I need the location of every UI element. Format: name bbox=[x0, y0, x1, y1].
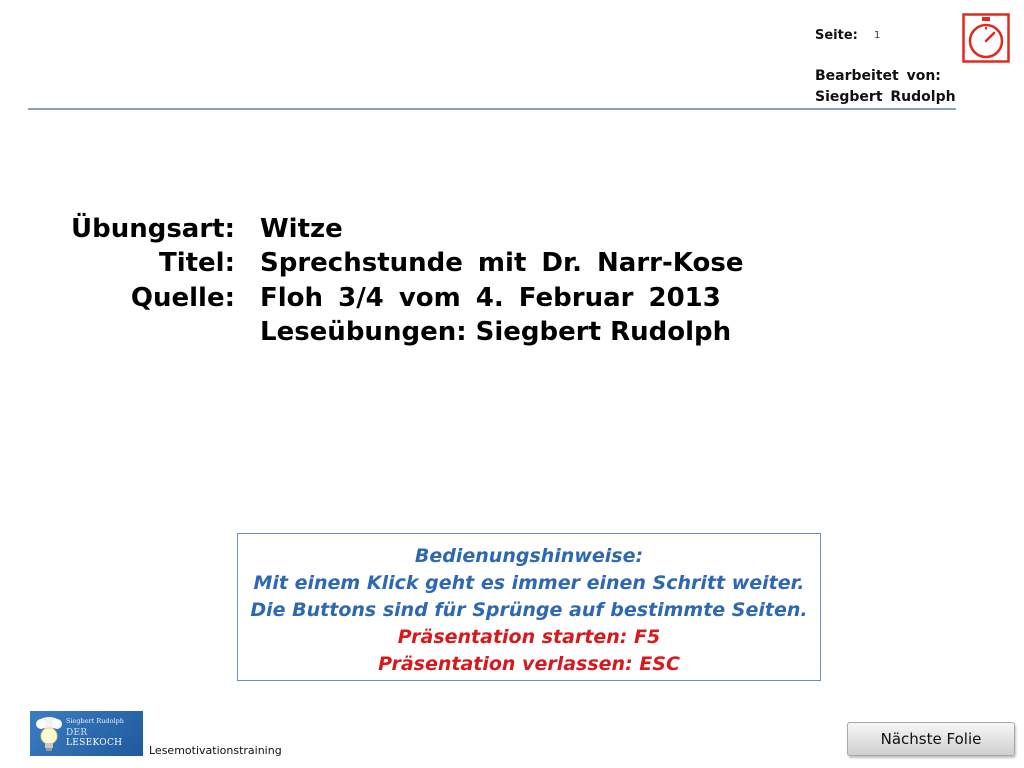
instructions-line-exit: Präsentation verlassen: ESC bbox=[378, 653, 680, 675]
stopwatch-icon[interactable] bbox=[962, 13, 1010, 63]
source-label: Quelle: bbox=[130, 283, 235, 313]
editor-label: Bearbeitet von: bbox=[815, 68, 941, 84]
logo-brand-prefix: DER bbox=[66, 728, 88, 738]
exercise-type-label: Übungsart: bbox=[70, 214, 235, 244]
logo-brand bbox=[66, 728, 143, 748]
instructions-title: Bedienungshinweise: bbox=[414, 545, 644, 567]
instructions-line-click: Mit einem Klick geht es immer einen Schritt weiter. bbox=[253, 572, 805, 594]
logo-brand-name: LESEKOCH bbox=[66, 738, 123, 748]
instructions-line-buttons: Die Buttons sind für Sprünge auf bestimmte Seiten. bbox=[250, 599, 808, 621]
next-slide-button[interactable]: Nächste Folie bbox=[847, 722, 1015, 756]
page-number: 1 bbox=[874, 30, 881, 41]
instructions-box bbox=[237, 533, 821, 681]
lesekoch-logo bbox=[30, 711, 143, 756]
source-value: Floh 3/4 vom 4. Februar 2013 bbox=[260, 283, 721, 313]
title-value: Sprechstunde mit Dr. Narr-Kose bbox=[260, 248, 744, 278]
header-divider bbox=[28, 108, 956, 110]
editor-name: Siegbert Rudolph bbox=[815, 89, 956, 105]
reading-exercises-credit: Leseübungen: Siegbert Rudolph bbox=[260, 317, 732, 347]
instructions-line-start: Präsentation starten: F5 bbox=[397, 626, 661, 648]
chef-bulb-icon bbox=[34, 715, 64, 753]
title-label: Titel: bbox=[158, 248, 235, 278]
logo-author: Siegbert Rudolph bbox=[66, 717, 124, 725]
footer-caption: Lesemotivationstraining bbox=[149, 744, 282, 757]
exercise-type-value: Witze bbox=[260, 214, 343, 244]
page-label: Seite: bbox=[815, 28, 858, 43]
